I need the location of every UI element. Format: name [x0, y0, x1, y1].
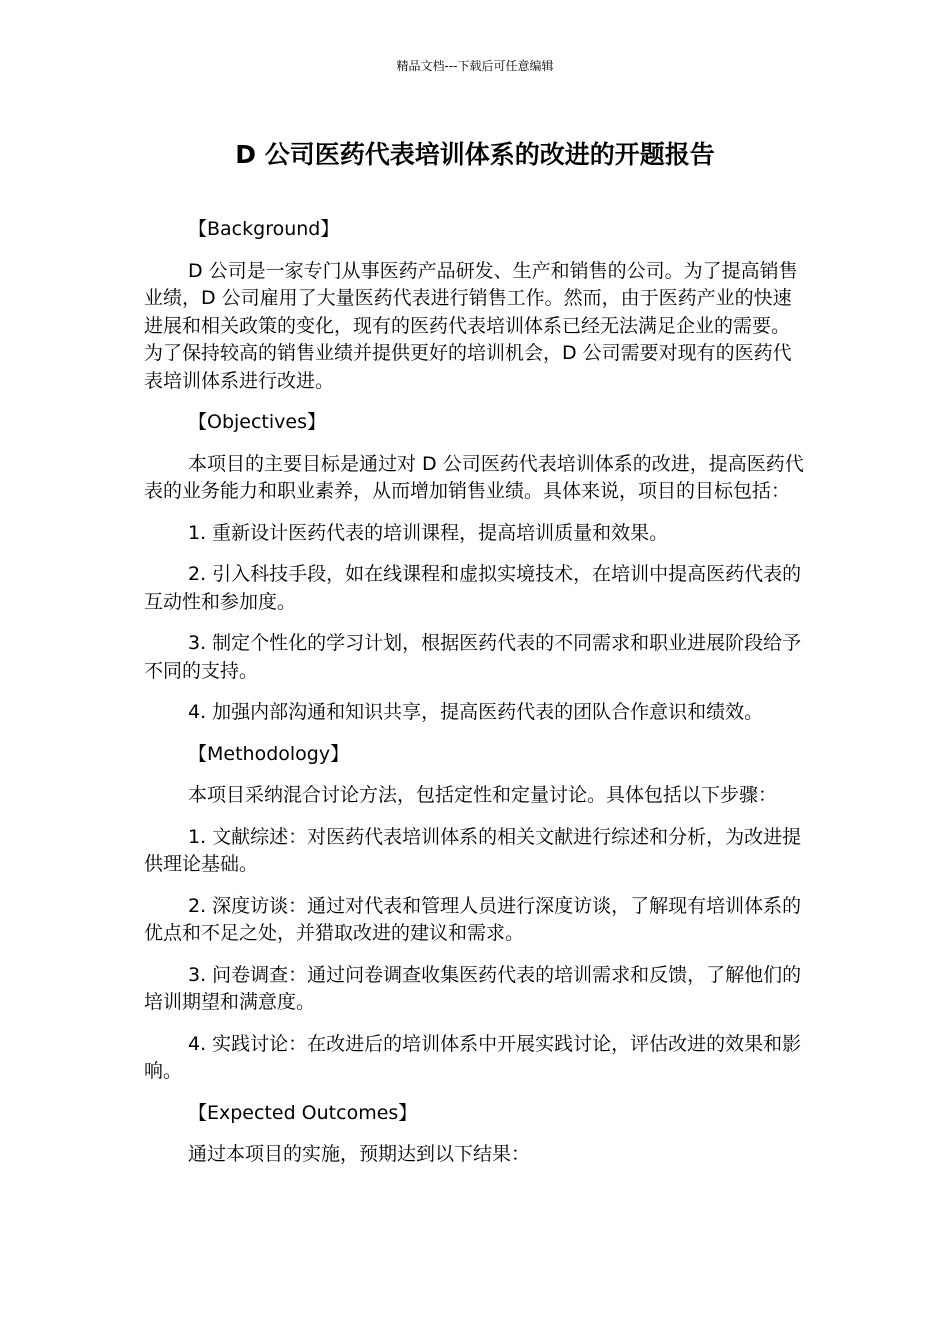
document-title: D 公司医药代表培训体系的改进的开题报告: [235, 140, 715, 169]
methodology-item: 1. 文献综述：对医药代表培训体系的相关文献进行综述和分析，为改进提供理论基础。: [144, 825, 802, 875]
background-paragraph: D 公司是一家专门从事医药产品研发、生产和销售的公司。为了提高销售业绩，D 公司雇用了大量医药代表进行销售工作。然而，由于医药产业的快速进展和相关政策的变化，现有的医药代表培训体系已经无法满足企业的需要。为了保持较高的销售业绩并提供更好的培训机会，D 公司需要对现有的医药代表培训体系进行改进。: [144, 259, 798, 392]
methodology-intro: 本项目采纳混合讨论方法，包括定性和定量讨论。具体包括以下步骤：: [188, 784, 778, 806]
objectives-item: 2. 引入科技手段，如在线课程和虚拟实境技术，在培训中提高医药代表的互动性和参加度。: [144, 563, 802, 613]
expected-outcomes-intro: 通过本项目的实施，预期达到以下结果：: [188, 1143, 531, 1165]
methodology-item: 2. 深度访谈：通过对代表和管理人员进行深度访谈，了解现有培训体系的优点和不足之处，并猎取改进的建议和需求。: [144, 894, 802, 944]
objectives-intro: 本项目的主要目标是通过对 D 公司医药代表培训体系的改进，提高医药代表的业务能力和职业素养，从而增加销售业绩。具体来说，项目的目标包括：: [144, 452, 804, 502]
methodology-item: 3. 问卷调查：通过问卷调查收集医药代表的培训需求和反馈，了解他们的培训期望和满意度。: [144, 963, 802, 1013]
objectives-heading: 【Objectives】: [188, 411, 326, 433]
background-heading: 【Background】: [188, 218, 340, 240]
header-note: 精品文档---下载后可任意编辑: [396, 59, 554, 73]
objectives-item: 1. 重新设计医药代表的培训课程，提高培训质量和效果。: [188, 521, 669, 544]
methodology-heading: 【Methodology】: [188, 742, 350, 765]
objectives-item: 3. 制定个性化的学习计划，根据医药代表的不同需求和职业进展阶段给予不同的支持。: [144, 632, 802, 682]
document-body: [144, 216, 808, 1183]
methodology-item: 4. 实践讨论：在改进后的培训体系中开展实践讨论，评估改进的效果和影响。: [144, 1032, 802, 1082]
objectives-item: 4. 加强内部沟通和知识共享，提高医药代表的团队合作意识和绩效。: [188, 701, 764, 723]
expected-outcomes-heading: 【Expected Outcomes】: [188, 1101, 418, 1124]
